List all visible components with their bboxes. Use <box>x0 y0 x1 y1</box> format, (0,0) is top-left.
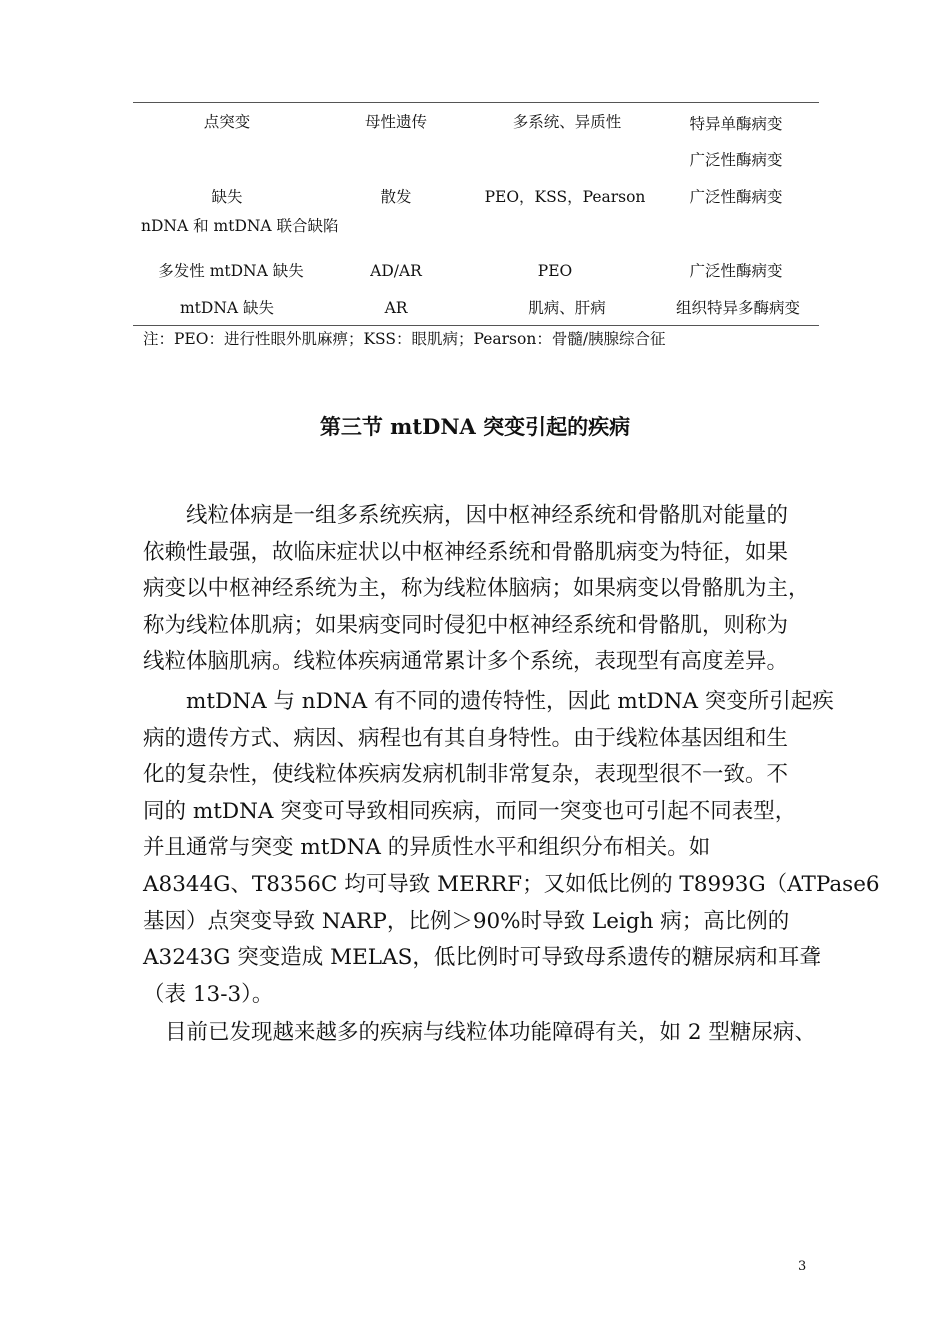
table-cell-phenotype: 多系统、异质性 <box>512 113 622 131</box>
paragraph-line: mtDNA 与 nDNA 有不同的遗传特性，因此 mtDNA 突变所引起疾 <box>186 689 834 714</box>
table-cell-inheritance: AD/AR <box>370 262 422 280</box>
paragraph-line: 并且通常与突变 mtDNA 的异质性水平和组织分布相关。如 <box>143 835 711 861</box>
table-cell-phenotype: 肌病、肝病 <box>528 299 606 317</box>
paragraph-3 <box>143 1015 833 1052</box>
table-cell-type: 多发性 mtDNA 缺失 <box>158 262 304 280</box>
table-cell-inheritance: 母性遗传 <box>364 113 428 131</box>
page-number: 3 <box>798 1259 807 1274</box>
paragraph-1 <box>143 498 833 681</box>
paragraph-line: A3243G 突变造成 MELAS，低比例时可导致母系遗传的糖尿病和耳聋 <box>143 945 821 971</box>
paragraph-line: （表 13-3）。 <box>143 981 274 1007</box>
paragraph-line: 病变以中枢神经系统为主，称为线粒体脑病；如果病变以骨骼肌为主， <box>143 576 810 602</box>
table-cell-phenotype: PEO <box>537 262 573 280</box>
table-cell-pathology: 特异单酶病变 <box>689 115 783 133</box>
table-cell-type: 缺失 <box>211 188 243 206</box>
table-cell-pathology: 广泛性酶病变 <box>689 262 783 280</box>
paragraph-line: 称为线粒体肌病；如果病变同时侵犯中枢神经系统和骨骼肌，则称为 <box>143 612 789 638</box>
paragraph-line: 化的复杂性，使线粒体疾病发病机制非常复杂，表现型很不一致。不 <box>143 762 789 788</box>
table-cell-pathology: 广泛性酶病变 <box>689 188 783 206</box>
paragraph-line: 同的 mtDNA 突变可导致相同疾病，而同一突变也可引起不同表型， <box>143 798 797 824</box>
table-top-rule <box>133 102 819 103</box>
paragraph-line: 基因）点突变导致 NARP，比例＞90%时导致 Leigh 病；高比例的 <box>143 908 790 934</box>
table-bottom-rule <box>133 325 819 326</box>
paragraph-line: 依赖性最强，故临床症状以中枢神经系统和骨骼肌病变为特征，如果 <box>143 539 789 565</box>
paragraph-2 <box>143 684 880 1013</box>
paragraph-line: 线粒体病是一组多系统疾病，因中枢神经系统和骨骼肌对能量的 <box>186 503 789 528</box>
table-cell-pathology: 组织特异多酶病变 <box>675 299 801 317</box>
paragraph-line: A8344G、T8356C 均可导致 MERRF；又如低比例的 T8993G（ATPase6 <box>143 871 880 897</box>
section-title: 第三节 mtDNA 突变引起的疾病 <box>319 414 631 439</box>
table-cell-type: mtDNA 缺失 <box>179 299 275 317</box>
paragraph-line: 线粒体脑肌病。线粒体疾病通常累计多个系统，表现型有高度差异。 <box>143 649 789 675</box>
table-cell-phenotype: PEO，KSS，Pearson <box>484 188 646 206</box>
table-cell-inheritance: AR <box>384 299 408 317</box>
paragraph-line: 目前已发现越来越多的疾病与线粒体功能障碍有关，如 2 型糖尿病、 <box>165 1020 816 1045</box>
table-cell-pathology: 广泛性酶病变 <box>689 151 783 169</box>
table-cell-type: nDNA 和 mtDNA 联合缺陷 <box>141 217 339 235</box>
table-cell-type: 点突变 <box>203 113 251 131</box>
table-note: 注：PEO：进行性眼外肌麻痹；KSS：眼肌病；Pearson：骨髓/胰腺综合征 <box>143 330 666 348</box>
paragraph-line: 病的遗传方式、病因、病程也有其自身特性。由于线粒体基因组和生 <box>143 725 789 751</box>
table-cell-inheritance: 散发 <box>380 188 412 206</box>
